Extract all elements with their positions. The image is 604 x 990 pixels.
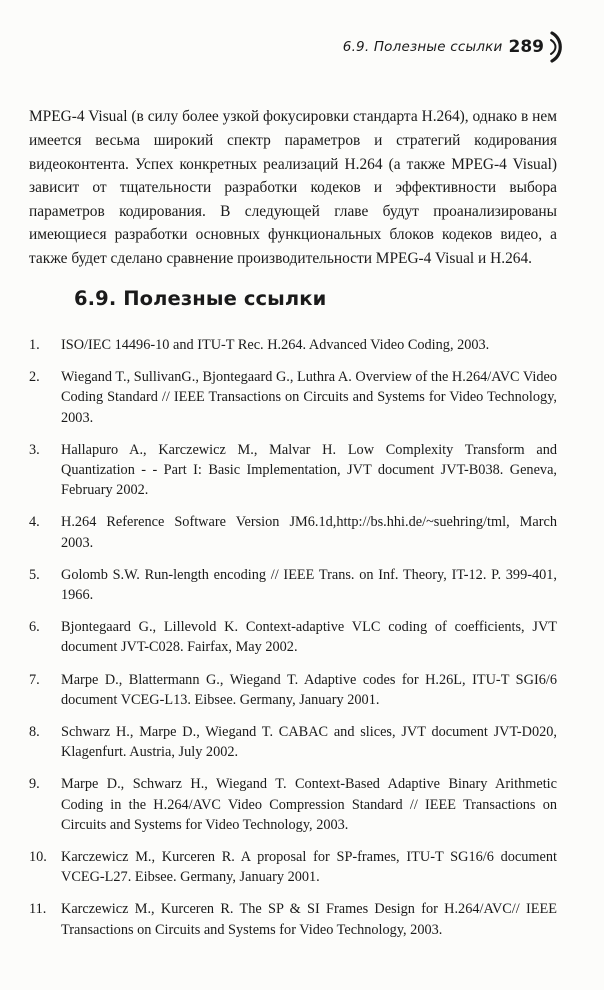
reference-text: Bjontegaard G., Lillevold K. Context-adaptive VLC coding of coefficients, JVT document JVT-C028. Fairfax, May 2002. [61,619,557,656]
reference-number: 7. [29,671,40,688]
reference-number: 11. [29,901,47,918]
reference-text: ISO/IEC 14496-10 and ITU-T Rec. H.264. Advanced Video Coding, 2003. [61,337,490,353]
reference-item [29,367,557,428]
reference-number: 10. [29,849,47,866]
intro-paragraph: MPEG-4 Visual (в силу более узкой фокусировки стандарта H.264), однако в нем имеется весьма широкий спектр параметров и стратегий кодирования видеоконтента. Успех конкретных реализаций H.264 (а также MPEG-4 Visual) зависит от тщательности разработки кодеков и эффективности выбора параметров кодирования. В следующей главе будут проанализированы имеющиеся разработки основных функциональных блоков кодеков видео, а также будет сделано сравнение производительности MPEG-4 Visual и H.264. [29,108,557,267]
reference-number: 1. [29,337,40,353]
reference-number: 3. [29,441,40,458]
reference-text: Schwarz H., Marpe D., Wiegand T. CABAC and slices, JVT document JVT-D020, Klagenfurt. Austria, July 2002. [61,724,557,761]
reference-number: 5. [29,566,40,583]
reference-text: Marpe D., Blattermann G., Wiegand T. Adaptive codes for H.26L, ITU-T SGI6/6 document VCEG-L13. Eibsee. Germany, January 2001. [61,671,557,708]
reference-number: 9. [29,776,40,793]
reference-text: Karczewicz M., Kurceren R. A proposal for SP-frames, ITU-T SG16/6 document VCEG-L27. Eibsee. Germany, January 2001. [61,849,557,886]
reference-number: 4. [29,514,40,531]
page-ornament-icon [550,30,564,64]
reference-item [29,722,557,762]
running-head [343,30,564,64]
reference-text: Marpe D., Schwarz H., Wiegand T. Context-Based Adaptive Binary Arithmetic Coding in the H.264/AVC Video Compression Standard // IEEE Transactions on Circuits and Systems for Video Technology, 2003. [61,776,557,833]
section-heading: 6.9. Полезные ссылки [74,287,327,310]
page-number: 289 [508,37,544,57]
reference-item [29,617,557,657]
reference-text: Golomb S.W. Run-length encoding // IEEE Trans. on Inf. Theory, IT-12. P. 399-401, 1966. [61,566,557,604]
reference-item [29,774,557,835]
reference-item [29,899,557,939]
running-head-title: 6.9. Полезные ссылки [342,39,503,55]
reference-number: 6. [29,619,40,636]
reference-text: H.264 Reference Software Version JM6.1d,http://bs.hhi.de/~suehring/tml, March 2003. [61,514,557,551]
reference-item [29,670,557,710]
reference-text: Hallapuro A., Karczewicz M., Malvar H. Low Complexity Transform and Quantization - - Part I: Basic Implementation, JVT document JVT-B038. Geneva, February 2002. [61,441,557,499]
reference-text: Karczewicz M., Kurceren R. The SP & SI Frames Design for H.264/AVC// IEEE Transactions on Circuits and Systems for Video Technology, 2003. [61,901,557,938]
reference-item [29,847,557,887]
reference-item [29,512,557,552]
reference-item [29,565,557,605]
reference-text: Wiegand T., SullivanG., Bjontegaard G., Luthra A. Overview of the H.264/AVC Video Coding Standard // IEEE Transactions on Circuits and Systems for Video Technology, 2003. [61,369,557,426]
reference-list [29,335,557,952]
reference-number: 8. [29,724,40,741]
reference-number: 2. [29,369,40,386]
reference-item [29,335,557,355]
reference-item [29,440,557,501]
